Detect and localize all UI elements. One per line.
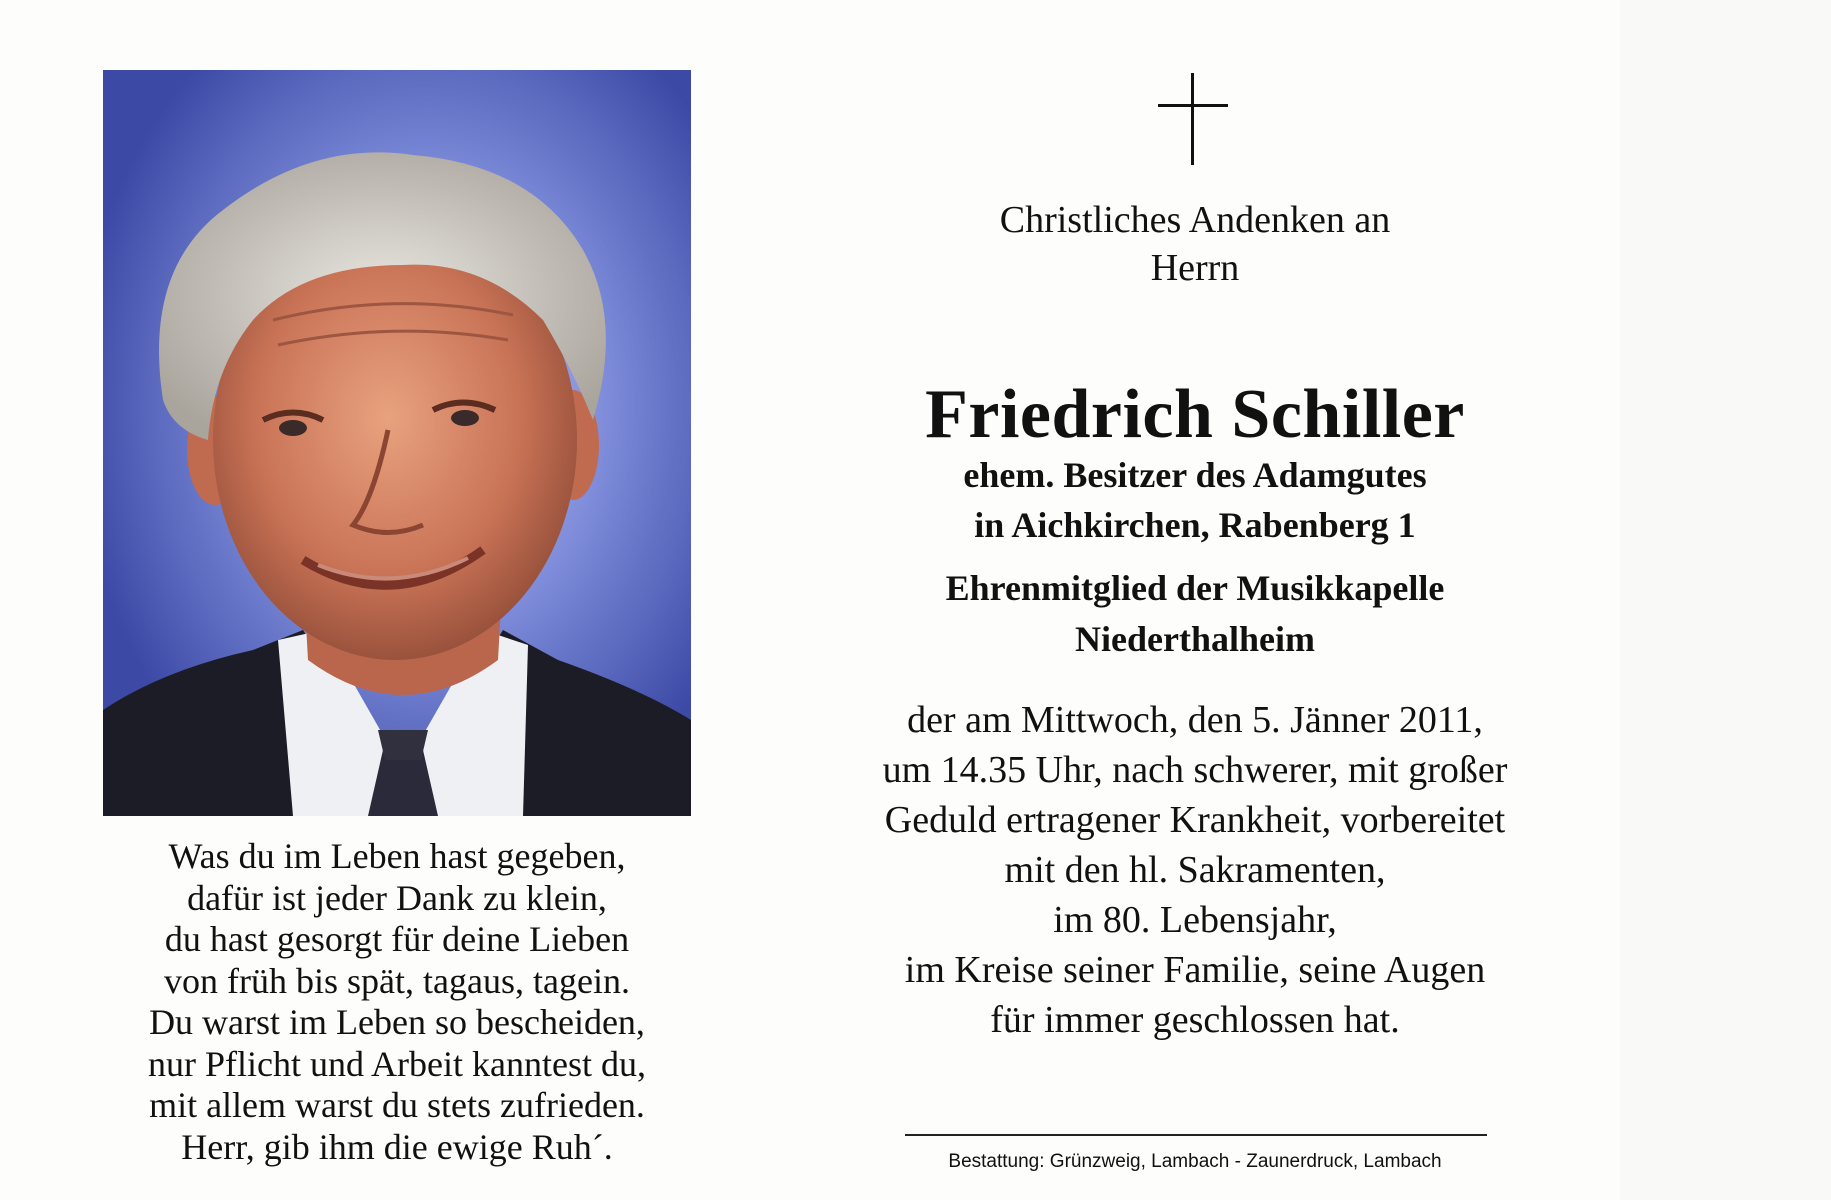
poem-line: Herr, gib ihm die ewige Ruh´. bbox=[181, 1126, 613, 1167]
honor-line: Niederthalheim bbox=[1075, 619, 1315, 659]
latin-cross-icon bbox=[1158, 73, 1228, 165]
page-margin bbox=[1620, 0, 1831, 1200]
poem-line: Du warst im Leben so bescheiden, bbox=[149, 1002, 645, 1042]
portrait-illustration bbox=[103, 70, 691, 816]
poem-line: mit allem warst du stets zufrieden. bbox=[149, 1085, 645, 1125]
poem-line: dafür ist jeder Dank zu klein, bbox=[187, 877, 607, 918]
death-notice-line: im Kreise seiner Familie, seine Augen bbox=[904, 949, 1486, 991]
honor-line: Ehrenmitglied der Musikkapelle bbox=[945, 568, 1445, 608]
death-notice-line: um 14.35 Uhr, nach schwerer, mit großer bbox=[882, 749, 1508, 791]
poem-line: von früh bis spät, tagaus, tagein. bbox=[164, 960, 630, 1001]
poem-line: nur Pflicht und Arbeit kanntest du, bbox=[148, 1043, 646, 1084]
death-notice-line: im 80. Lebensjahr, bbox=[1053, 899, 1337, 941]
address-line: in Aichkirchen, Rabenberg 1 bbox=[974, 505, 1416, 545]
honor-text bbox=[830, 563, 1560, 665]
intro-text bbox=[830, 196, 1560, 292]
funeral-home-credit: Bestattung: Grünzweig, Lambach - Zaunerdruck, Lambach bbox=[948, 1151, 1442, 1172]
memorial-poem bbox=[103, 836, 691, 1168]
death-notice-line: für immer geschlossen hat. bbox=[990, 999, 1400, 1041]
intro-line: Herrn bbox=[1150, 247, 1240, 289]
death-notice bbox=[830, 695, 1560, 1045]
death-notice-line: Geduld ertragener Krankheit, vorbereitet bbox=[884, 799, 1506, 841]
deceased-name: Friedrich Schiller bbox=[925, 376, 1465, 453]
occupation-line: ehem. Besitzer des Adamgutes bbox=[963, 455, 1427, 495]
death-notice-line: der am Mittwoch, den 5. Jänner 2011, bbox=[907, 699, 1483, 741]
footer-divider bbox=[905, 1134, 1487, 1136]
poem-line: Was du im Leben hast gegeben, bbox=[168, 836, 626, 876]
death-notice-line: mit den hl. Sakramenten, bbox=[1004, 849, 1386, 891]
portrait-photo bbox=[103, 70, 691, 816]
poem-line: du hast gesorgt für deine Lieben bbox=[164, 919, 630, 959]
intro-line: Christliches Andenken an bbox=[999, 199, 1391, 241]
occupation-text bbox=[830, 450, 1560, 550]
